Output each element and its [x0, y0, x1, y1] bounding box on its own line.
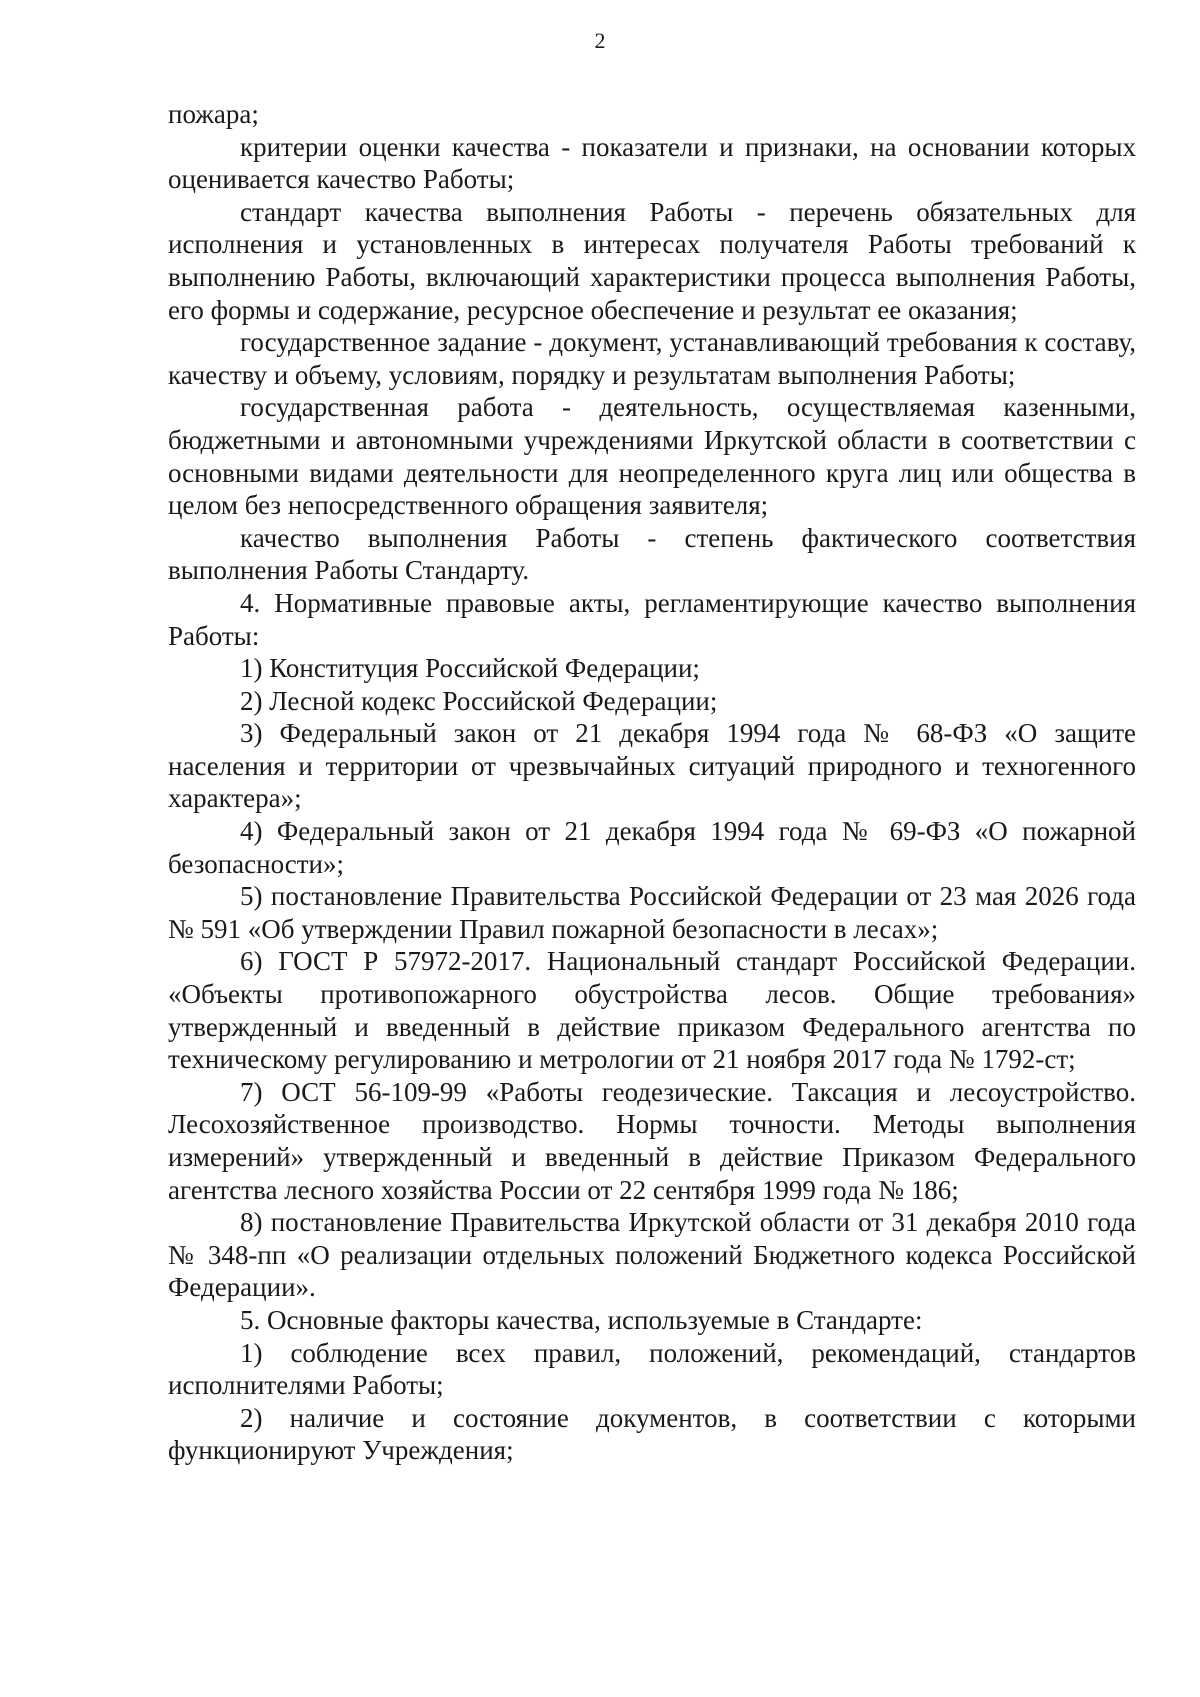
list-item: 1) соблюдение всех правил, положений, рекомендаций, стандартов исполнителями Работы;: [168, 1337, 1136, 1401]
section-heading-4: 4. Нормативные правовые акты, регламентирующие качество выполнения Работы:: [168, 587, 1136, 651]
paragraph: государственное задание - документ, устанавливающий требования к составу, качеству и объему, условиям, порядку и результатам выполнения Работы;: [168, 327, 1136, 390]
paragraph: стандарт качества выполнения Работы - перечень обязательных для исполнения и установленных в интересах получателя Работы требований к выполнению Работы, включающий характеристики процесса выполнения Работы, его формы и содержание, ресурсное обеспечение и результат ее оказания;: [168, 196, 1136, 325]
list-item: 2) наличие и состояние документов, в соответствии с которыми функционируют Учреждения;: [168, 1402, 1136, 1466]
list-item: 2) Лесной кодекс Российской Федерации;: [240, 685, 718, 716]
list-item: 3) Федеральный закон от 21 декабря 1994 года № 68-ФЗ «О защите населения и территории от чрезвычайных ситуаций природного и техногенного характера»;: [168, 718, 1136, 814]
list-item: 4) Федеральный закон от 21 декабря 1994 года № 69-ФЗ «О пожарной безопасности»;: [168, 816, 1136, 879]
paragraph: качество выполнения Работы - степень фактического соответствия выполнения Работы Стандарту.: [168, 522, 1136, 586]
paragraph: критерии оценки качества - показатели и признаки, на основании которых оценивается качество Работы;: [168, 131, 1136, 195]
list-item: 6) ГОСТ Р 57972-2017. Национальный стандарт Российской Федерации. «Объекты противопожарного обустройства лесов. Общие требования» утвержденный и введенный в действие приказом Федерального агентства по техническому регулированию и метрологии от 21 ноября 2017 года № 1792-ст;: [168, 946, 1136, 1075]
section-heading-5: 5. Основные факторы качества, используемые в Стандарте:: [240, 1304, 923, 1335]
list-item: 7) ОСТ 56-109-99 «Работы геодезические. Таксация и лесоустройство. Лесохозяйственное производство. Нормы точности. Методы выполнения измерений» утвержденный и введенный в действие Приказом Федерального агентства лесного хозяйства России от 22 сентября 1999 года № 186;: [168, 1076, 1136, 1205]
page-number: 2: [594, 28, 606, 53]
list-item: 1) Конституция Российской Федерации;: [240, 653, 700, 684]
paragraph: пожара;: [168, 99, 259, 129]
document-body: [168, 98, 1136, 1467]
paragraph: государственная работа - деятельность, осуществляемая казенными, бюджетными и автономными учреждениями Иркутской области в соответствии с основными видами деятельности для неопределенного круга лиц или общества в целом без непосредственного обращения заявителя;: [168, 392, 1136, 521]
list-item: 5) постановление Правительства Российской Федерации от 23 мая 2026 года № 591 «Об утверждении Правил пожарной безопасности в лесах»;: [168, 881, 1136, 944]
list-item: 8) постановление Правительства Иркутской области от 31 декабря 2010 года № 348-пп «О реализации отдельных положений Бюджетного кодекса Российской Федерации».: [168, 1207, 1136, 1303]
